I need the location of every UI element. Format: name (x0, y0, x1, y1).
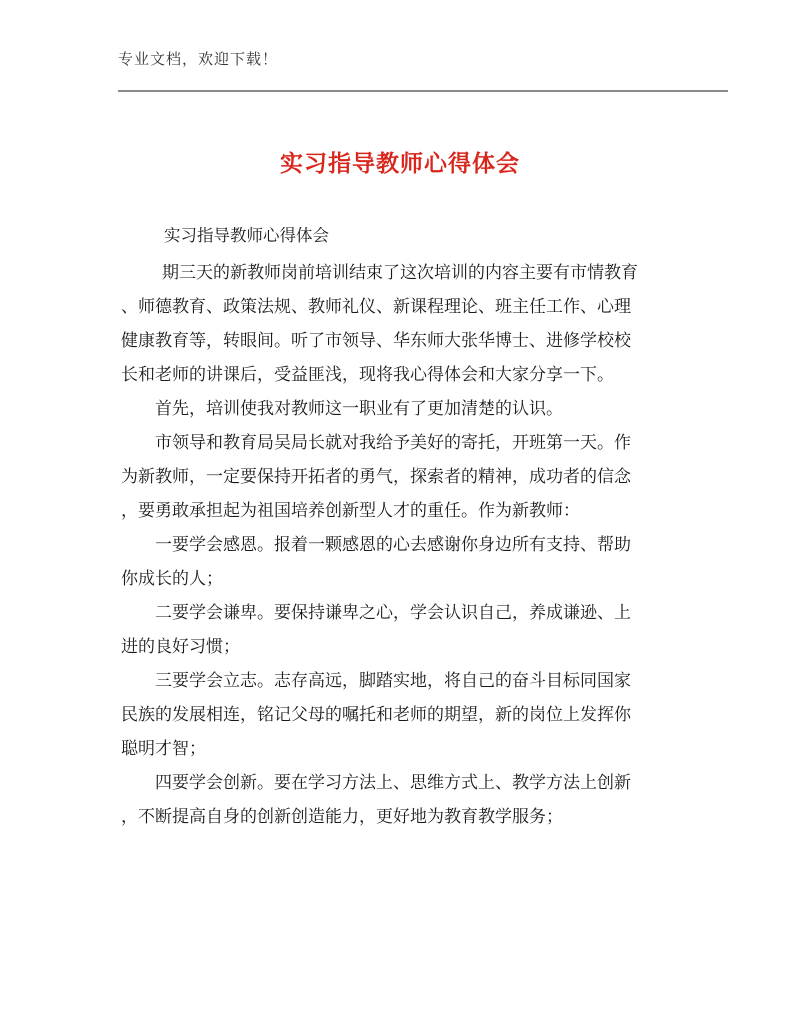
paragraph-line: 健康教育等，转眼间。听了市领导、华东师大张华博士、进修学校校 (121, 331, 631, 351)
paragraph-5 (121, 596, 681, 664)
paragraph-line: 二要学会谦卑。要保持谦卑之心，学会认识自己，养成谦逊、上 (155, 603, 631, 623)
paragraph-2 (121, 392, 681, 426)
paragraph-line: ，要勇敢承担起为祖国培养创新型人才的重任。作为新教师： (121, 501, 580, 521)
paragraph-line: 、师德教育、政策法规、教师礼仪、新课程理论、班主任工作、心理 (121, 297, 631, 317)
paragraph-line: 民族的发展相连，铭记父母的嘱托和老师的期望，新的岗位上发挥你 (121, 705, 631, 725)
paragraph-line: 三要学会立志。志存高远，脚踏实地，将自己的奋斗目标同国家 (155, 671, 631, 691)
paragraph-line: 一要学会感恩。报着一颗感恩的心去感谢你身边所有支持、帮助 (155, 535, 631, 555)
paragraph-7 (121, 766, 681, 834)
paragraph-line: 首先，培训使我对教师这一职业有了更加清楚的认识。 (155, 399, 563, 419)
paragraph-1 (121, 256, 681, 392)
paragraph-line: ，不断提高自身的创新创造能力，更好地为教育教学服务； (121, 807, 563, 827)
page-header-note: 专业文档，欢迎下载！ (118, 50, 279, 68)
document-title: 实习指导教师心得体会 (280, 151, 520, 177)
paragraph-line: 市领导和教育局吴局长就对我给予美好的寄托，开班第一天。作 (155, 433, 631, 453)
paragraph-line: 进的良好习惯； (121, 637, 240, 657)
paragraph-line: 四要学会创新。要在学习方法上、思维方式上、教学方法上创新 (155, 773, 631, 793)
paragraph-line: 你成长的人； (121, 569, 223, 589)
document-subtitle: 实习指导教师心得体会 (164, 226, 329, 245)
paragraph-3 (121, 426, 681, 528)
paragraph-line: 长和老师的讲课后，受益匪浅，现将我心得体会和大家分享一下。 (121, 365, 614, 385)
paragraph-line: 聪明才智； (121, 739, 206, 759)
paragraph-6 (121, 664, 681, 766)
document-body (121, 256, 681, 834)
paragraph-4 (121, 528, 681, 596)
header-divider (118, 90, 728, 92)
paragraph-line: 为新教师，一定要保持开拓者的勇气，探索者的精神，成功者的信念 (121, 467, 631, 487)
paragraph-line: 期三天的新教师岗前培训结束了这次培训的内容主要有市情教育 (162, 263, 638, 283)
